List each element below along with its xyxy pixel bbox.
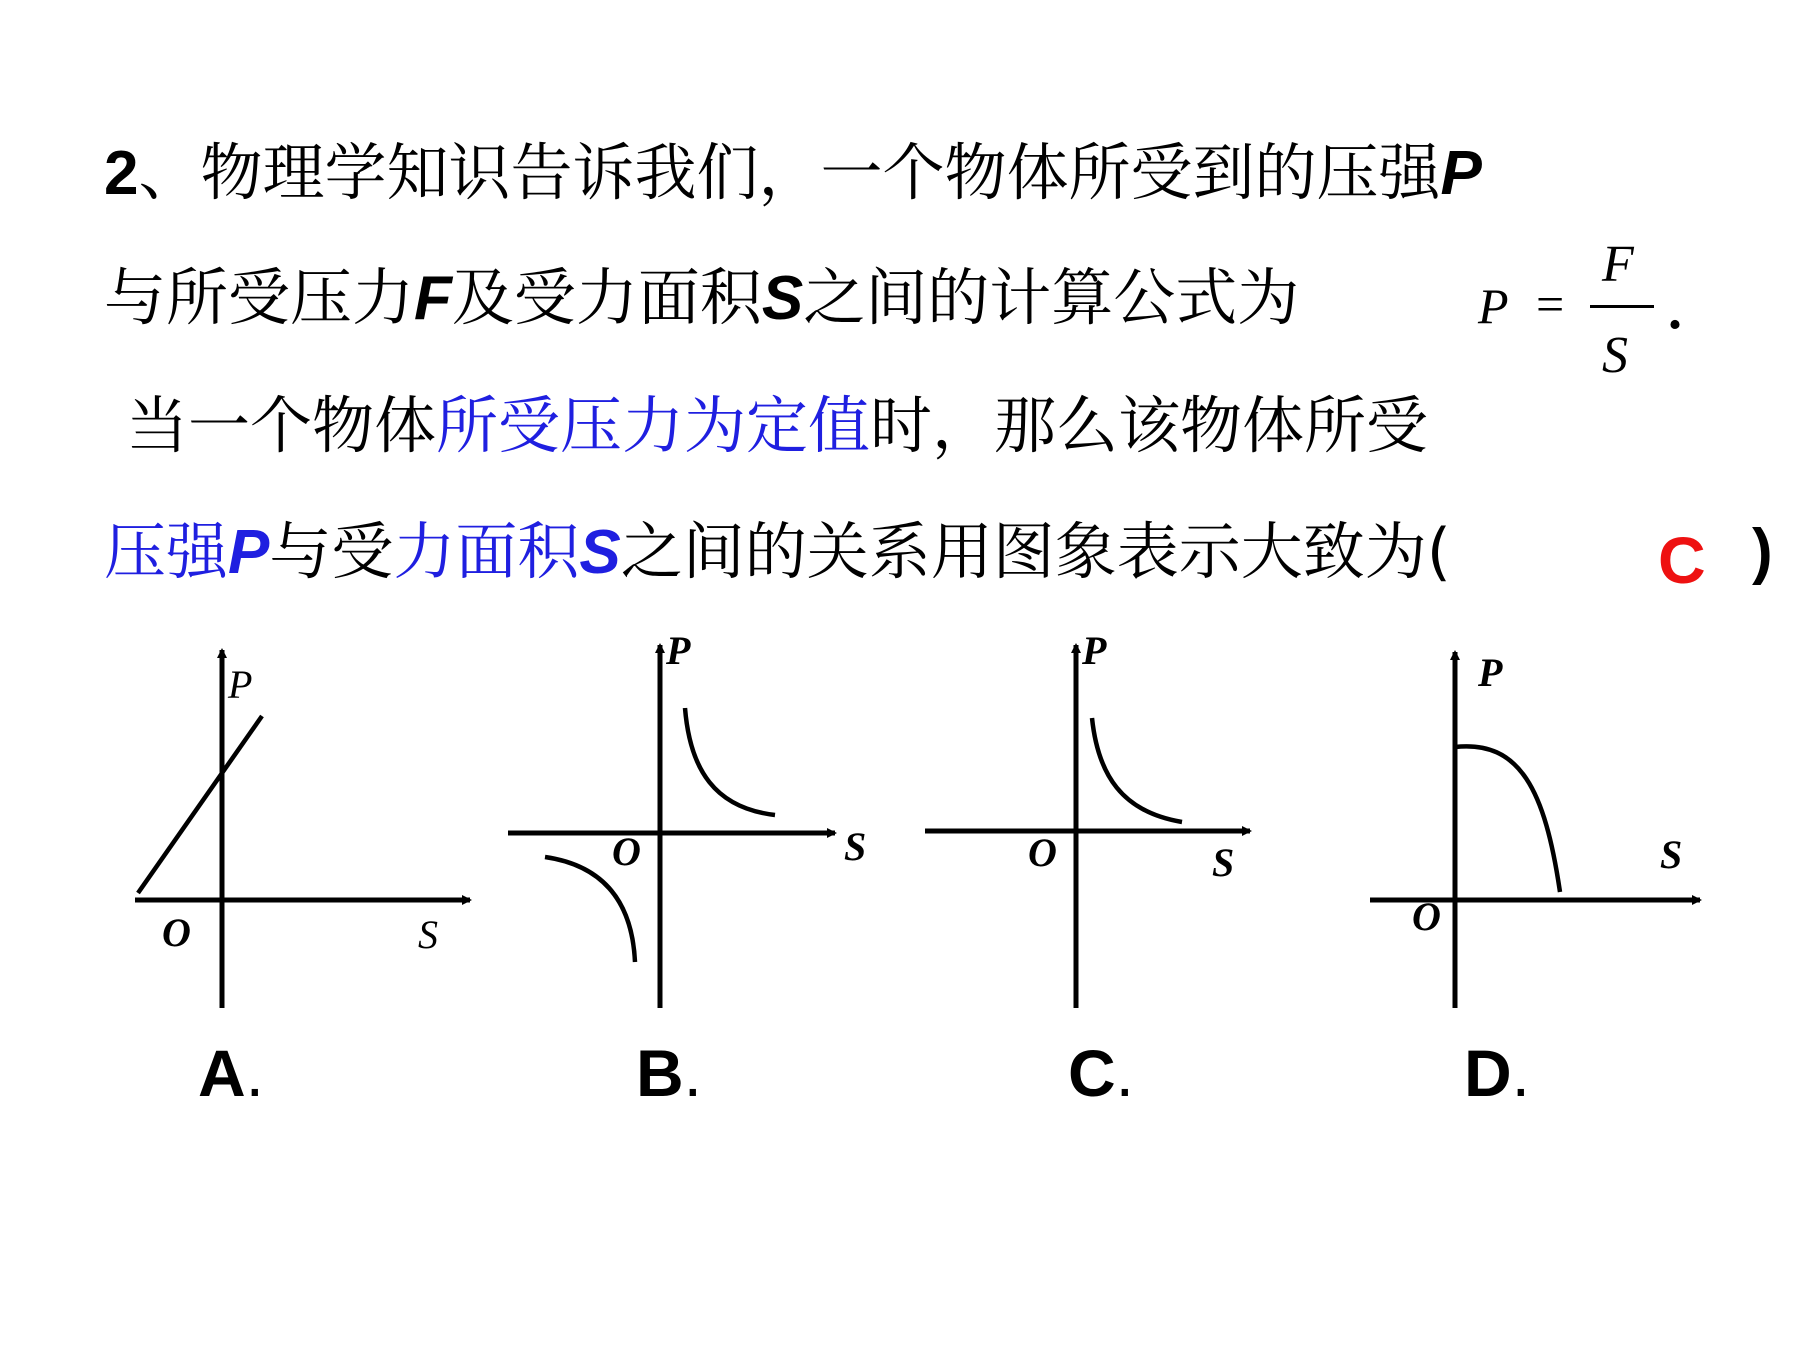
graph-b-y-label: P (666, 628, 691, 673)
option-a-label (198, 1036, 265, 1110)
question-number: 2 (104, 139, 139, 208)
graph-c-x-label: S (1212, 840, 1235, 885)
graph-d-curve (1455, 746, 1560, 892)
graph-b (508, 628, 866, 1008)
option-c-dot: . (1115, 1036, 1135, 1110)
option-d-letter: D (1464, 1036, 1512, 1110)
graph-a-y-label: P (228, 662, 253, 707)
option-c-letter: C (1068, 1036, 1116, 1110)
highlight-area: 力面积 (393, 515, 580, 588)
variable-f: F (414, 264, 452, 333)
variable-s: S (761, 264, 804, 333)
highlight-constant-force: 所受压力为定值 (436, 389, 871, 462)
graph-a-x-label: S (418, 912, 438, 957)
question-text-2b: 及受力面积 (451, 261, 762, 334)
option-b-letter: B (636, 1036, 684, 1110)
graph-d-x-label: S (1660, 832, 1683, 877)
answer-c: C (1658, 523, 1706, 597)
option-b-dot: . (683, 1036, 703, 1110)
closing-paren: ) (1752, 517, 1773, 586)
formula-lhs: P (1478, 278, 1509, 334)
question-text-4a: 与受 (269, 515, 394, 588)
option-c-label (1068, 1036, 1135, 1110)
variable-p: P (1440, 139, 1482, 208)
graph-a-origin: O (162, 910, 191, 955)
question-text-1: 、物理学知识告诉我们，一个物体所受到的压强 (138, 136, 1441, 209)
question-text-2c: 之间的计算公式为 (803, 261, 1300, 334)
question-text-3a: 当一个物体 (126, 389, 437, 462)
question-text-2a: 与所受压力 (104, 261, 415, 334)
graph-c-origin: O (1028, 830, 1057, 875)
question-text-4b: 之间的关系用图象表示大致为( (620, 515, 1451, 588)
graph-b-origin: O (612, 829, 641, 874)
option-d-dot: . (1511, 1036, 1531, 1110)
graph-c-curve (1092, 718, 1182, 822)
formula-denominator: S (1602, 327, 1628, 384)
option-d-label (1464, 1036, 1531, 1110)
option-a-letter: A (198, 1036, 246, 1110)
graph-b-x-label: S (844, 824, 867, 869)
graph-c-y-label: P (1082, 628, 1107, 673)
graph-a-line (138, 716, 262, 893)
formula-equals: = (1536, 276, 1565, 332)
formula-period: . (1668, 279, 1682, 341)
highlight-pressure: 压强 (104, 515, 229, 588)
question-text-3b: 时，那么该物体所受 (870, 389, 1429, 462)
graph-d-y-label: P (1478, 650, 1503, 695)
variable-p-blue: P (228, 518, 270, 587)
graph-c (925, 628, 1250, 1008)
formula-numerator: F (1602, 236, 1634, 293)
graph-d (1370, 650, 1700, 1008)
option-b-label (636, 1036, 703, 1110)
graph-a (135, 650, 470, 1008)
graph-d-origin: O (1412, 894, 1441, 939)
variable-s-blue: S (579, 518, 621, 587)
option-a-dot: . (245, 1036, 265, 1110)
graph-b-curve-q1 (685, 708, 775, 815)
